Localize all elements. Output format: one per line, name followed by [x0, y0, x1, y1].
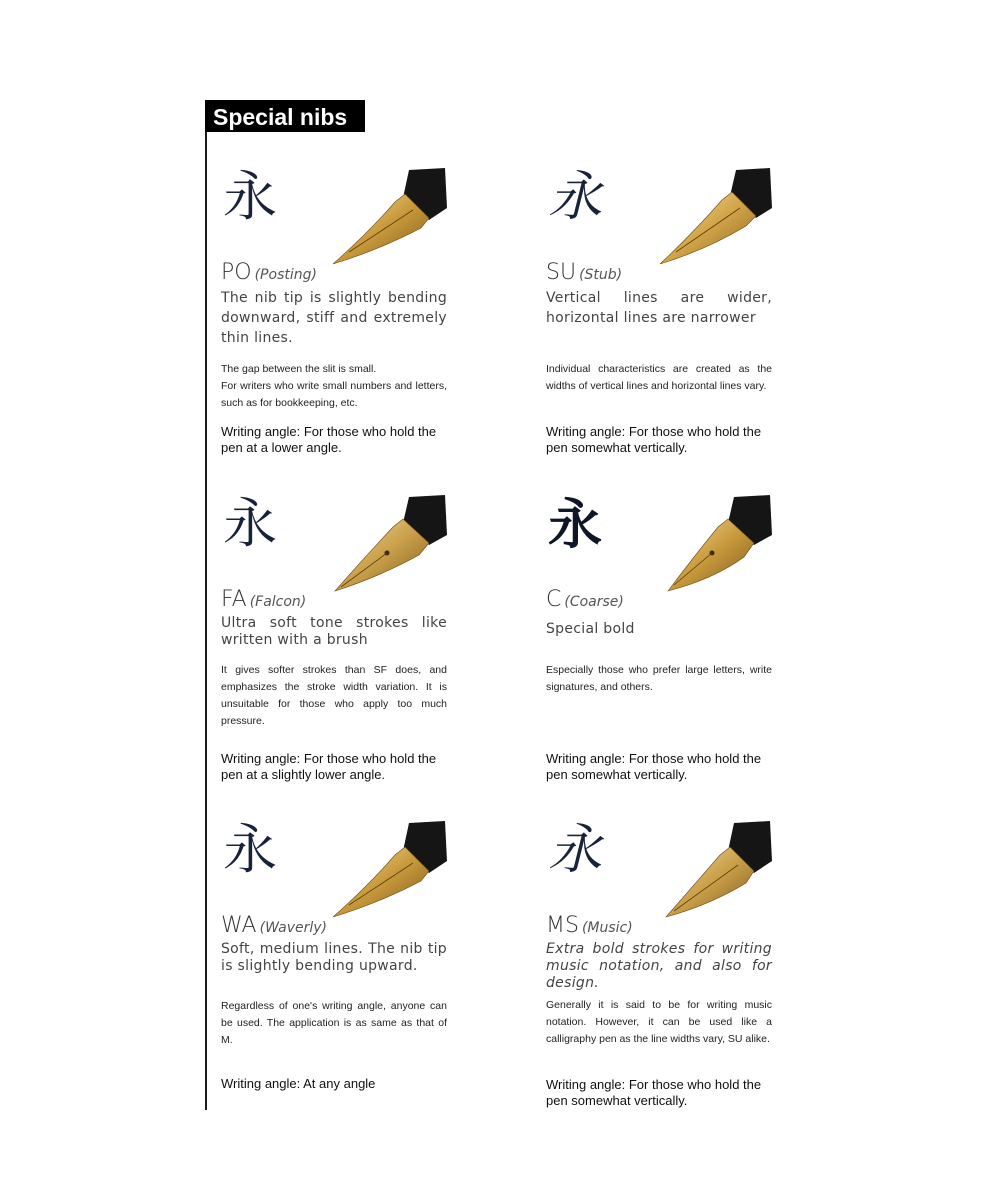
nib-description: Generally it is said to be for writing music notation. However, it can be used like a calligraphy pen as the line widths vary, SU alike. — [546, 999, 772, 1045]
nib-tagline: Ultra soft tone strokes like written with a brush — [221, 615, 447, 648]
nib-description: The gap between the slit is small. For writers who write small numbers and letters, such as for bookkeeping, etc. — [221, 363, 447, 409]
kanji-sample: 永 — [223, 492, 277, 555]
left-rule — [205, 100, 207, 1110]
nib-tagline: Extra bold strokes for writing music notation, and also for design. — [546, 941, 772, 991]
nib-title: MS (Music) — [546, 913, 633, 938]
kanji-sample: 永 — [223, 818, 277, 881]
nib-tagline: The nib tip is slightly bending downward, stiff and extremely thin lines. — [221, 290, 447, 346]
nib-title: C (Coarse) — [546, 587, 624, 612]
nib-description: Especially those who prefer large letters, write signatures, and others. — [546, 664, 772, 693]
nib-tagline: Vertical lines are wider, horizontal lines are narrower — [546, 290, 772, 326]
nib-description: Individual characteristics are created as the widths of vertical lines and horizontal lines vary. — [546, 363, 772, 392]
nib-pen-image — [654, 495, 772, 595]
writing-angle: Writing angle: For those who hold the pen at a slightly lower angle. — [221, 751, 437, 782]
nib-description: It gives softer strokes than SF does, and emphasizes the stroke width variation. It is unsuitable for those who apply too much pressure. — [221, 664, 447, 727]
kanji-sample: 永 — [548, 492, 602, 556]
kanji-sample: 永 — [548, 165, 602, 228]
kanji-sample: 永 — [223, 165, 277, 228]
writing-angle: Writing angle: At any angle — [221, 1076, 376, 1091]
nib-title: SU (Stub) — [546, 260, 623, 285]
nib-title: FA (Falcon) — [221, 587, 307, 612]
nib-pen-image — [654, 821, 772, 921]
nib-pen-image — [654, 168, 772, 268]
writing-angle: Writing angle: For those who hold the pen somewhat vertically. — [546, 751, 762, 782]
nib-pen-image — [329, 821, 447, 921]
nib-title: WA (Waverly) — [221, 913, 328, 938]
page-title: Special nibs — [205, 100, 365, 132]
nib-tagline: Special bold — [546, 621, 635, 637]
nib-pen-image — [329, 168, 447, 268]
writing-angle: Writing angle: For those who hold the pen somewhat vertically. — [546, 1077, 762, 1108]
nib-title: PO (Posting) — [221, 260, 317, 285]
nib-tagline: Soft, medium lines. The nib tip is slightly bending upward. — [221, 941, 447, 974]
nib-pen-image — [329, 495, 447, 595]
writing-angle: Writing angle: For those who hold the pen somewhat vertically. — [546, 424, 762, 455]
writing-angle: Writing angle: For those who hold the pen at a lower angle. — [221, 424, 437, 455]
kanji-sample: 永 — [548, 818, 602, 881]
nib-description: Regardless of one's writing angle, anyone can be used. The application is as same as that of M. — [221, 1000, 447, 1046]
